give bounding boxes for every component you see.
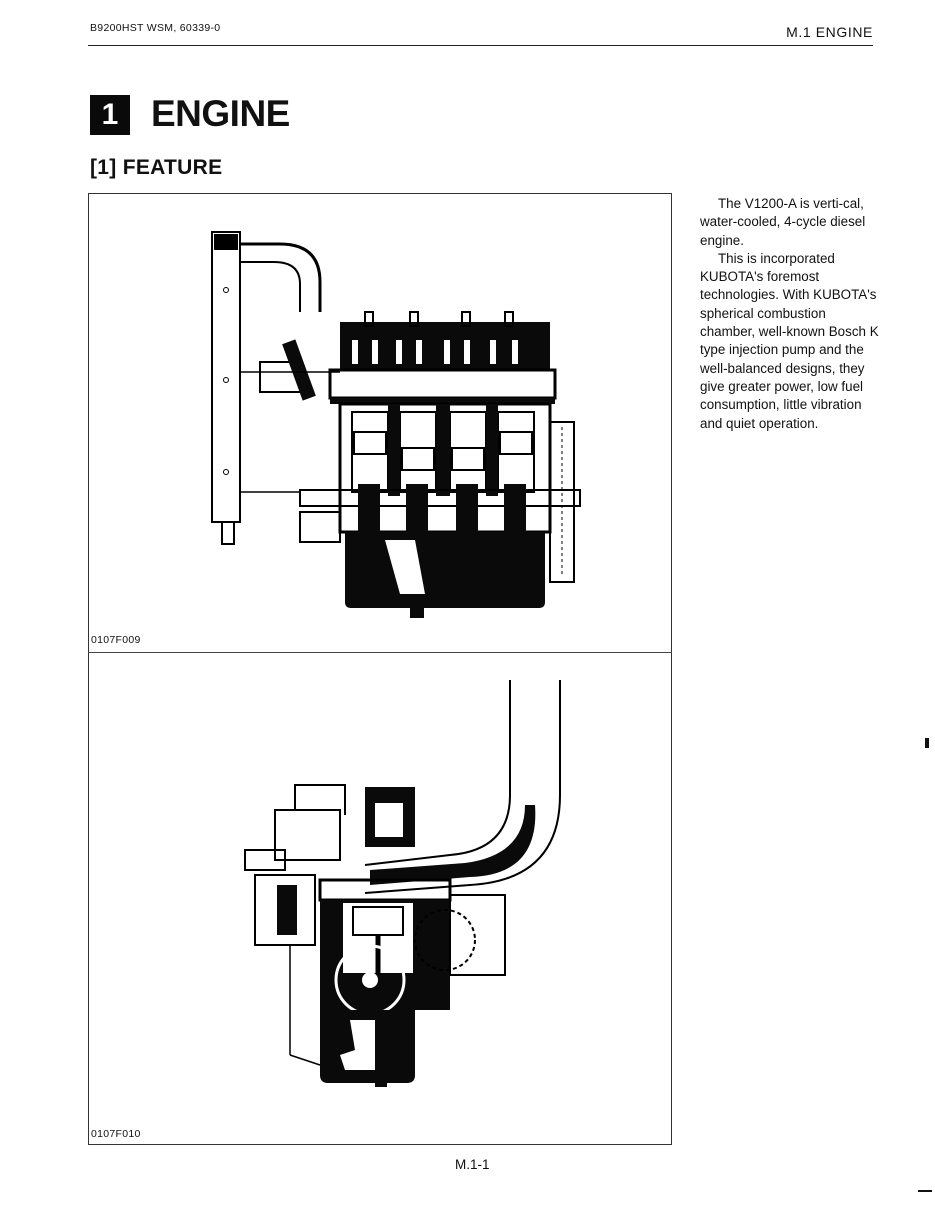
- scan-mark: [925, 738, 929, 748]
- figure-code-1: 0107F009: [91, 634, 141, 646]
- section-title: ENGINE: [151, 93, 290, 134]
- figure-divider: [88, 652, 672, 653]
- feature-description: [700, 195, 880, 433]
- subsection-title: [1] FEATURE: [90, 156, 223, 179]
- header-rule: [88, 45, 873, 46]
- section-number-badge: 1: [90, 95, 130, 135]
- engine-side-section-illustration: [235, 675, 565, 1095]
- description-paragraph-1: The V1200-A is verti-cal, water-cooled, 4-cycle diesel engine.: [700, 196, 866, 248]
- description-paragraph-2: This is incorporated KUBOTA's foremost technologies. With KUBOTA's spherical combustion chamber, well-known Bosch K type injection pump and the well-balanced designs, they give greater power, low fuel consumption, little vibration and quiet operation.: [700, 250, 879, 431]
- document-reference: B9200HST WSM, 60339-0: [90, 22, 221, 34]
- engine-front-section-illustration: [200, 222, 590, 622]
- section-header-label: M.1 ENGINE: [786, 24, 873, 40]
- scan-mark: [918, 1190, 932, 1192]
- page-number: M.1-1: [455, 1157, 490, 1172]
- figure-code-2: 0107F010: [91, 1128, 141, 1140]
